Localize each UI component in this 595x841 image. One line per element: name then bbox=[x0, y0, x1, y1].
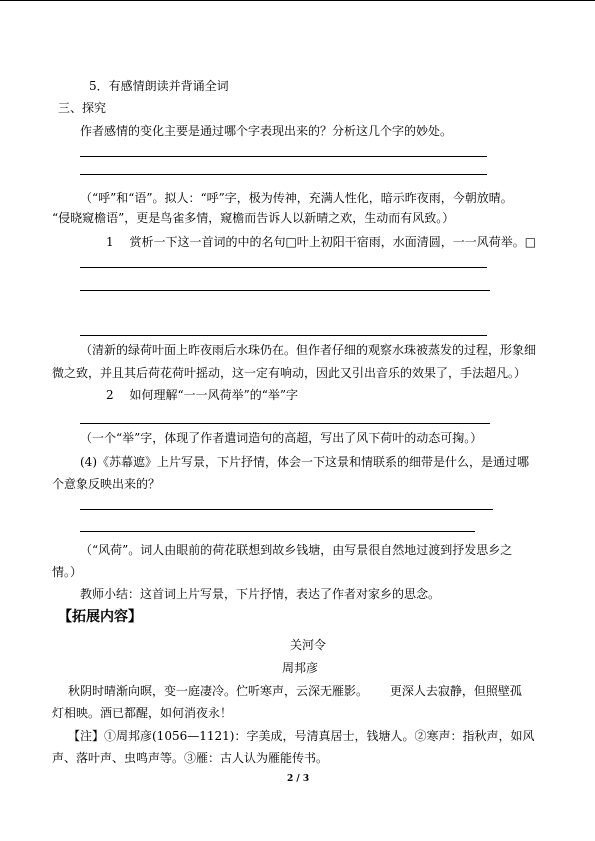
page-number: 2 / 3 bbox=[287, 774, 310, 784]
poem-title: 关河令 bbox=[290, 638, 327, 652]
answer-line bbox=[80, 335, 487, 336]
question-1-answer-line-1: （“呼”和“语”。拟人：“呼”字，极为传神，充满人性化，暗示昨夜雨，今朝放晴。 bbox=[80, 191, 513, 205]
extension-heading: 【拓展内容】 bbox=[58, 609, 142, 625]
poem-note-line-2: 声、落叶声、虫鸣声等。③雁：古人认为雁能传书。 bbox=[52, 751, 329, 765]
top-border bbox=[0, 0, 595, 1]
question-2-answer-line-1: （清新的绿荷叶面上昨夜雨后水珠仍在。但作者仔细的观察水珠被蒸发的过程，形象细 bbox=[80, 343, 537, 357]
answer-line bbox=[80, 531, 475, 532]
section-heading: 三、探究 bbox=[58, 101, 107, 115]
answer-line bbox=[80, 290, 490, 291]
poem-line-2: 灯相映。酒已都醒，如何消夜永！ bbox=[52, 706, 233, 720]
answer-line bbox=[80, 267, 487, 268]
question-3-prompt: 2 如何理解“一一风荷举”的“举”字 bbox=[106, 388, 298, 402]
question-1-answer-line-2: “侵晓窥檐语”，更是鸟雀多情，窥檐而告诉人以新晴之欢，生动而有风致。） bbox=[52, 211, 455, 225]
question-4-prompt-line-1: (4)《苏幕遮》上片写景，下片抒情，体会一下这景和情联系的细带是什么，是通过哪 bbox=[80, 455, 530, 469]
poem-line-1: 秋阴时晴渐向暝，变一庭凄冷。伫听寒声，云深无雁影。 更深人去寂静，但照壁孤 bbox=[68, 684, 522, 698]
item-5-text: 5．有感情朗读并背诵全词 bbox=[89, 79, 229, 93]
question-2-prompt: 1 赏析一下这一首词的中的名句□叶上初阳干宿雨，水面清圆，一一风荷举。□ bbox=[106, 235, 537, 249]
answer-line bbox=[80, 509, 493, 510]
question-3-answer: （一个“举”字，体现了作者遣词造句的高超，写出了风下荷叶的动态可掬。） bbox=[80, 431, 483, 445]
poem-author: 周邦彦 bbox=[282, 661, 319, 675]
answer-line bbox=[80, 423, 490, 424]
teacher-summary: 教师小结：这首词上片写景，下片抒情，表达了作者对家乡的思念。 bbox=[80, 587, 441, 601]
answer-line bbox=[80, 156, 487, 157]
question-4-answer-line-2: 情。） bbox=[52, 565, 83, 579]
question-2-answer-line-2: 微之致，并且其后荷花荷叶摇动，这一定有响动，因此又引出音乐的效果了，手法超凡。） bbox=[52, 366, 527, 380]
answer-line bbox=[80, 174, 487, 175]
question-1-prompt: 作者感情的变化主要是通过哪个字表现出来的？分析这几个字的妙处。 bbox=[80, 124, 453, 138]
question-4-answer-line-1: （“风荷”。词人由眼前的荷花联想到故乡钱塘，由写景很自然地过渡到抒发思乡之 bbox=[80, 543, 513, 557]
poem-note-line-1: 【注】①周邦彦(1056—1121)：字美成，号清真居士，钱塘人。②寒声：指秋声，如风 bbox=[68, 729, 535, 743]
question-4-prompt-line-2: 个意象反映出来的？ bbox=[52, 477, 161, 491]
